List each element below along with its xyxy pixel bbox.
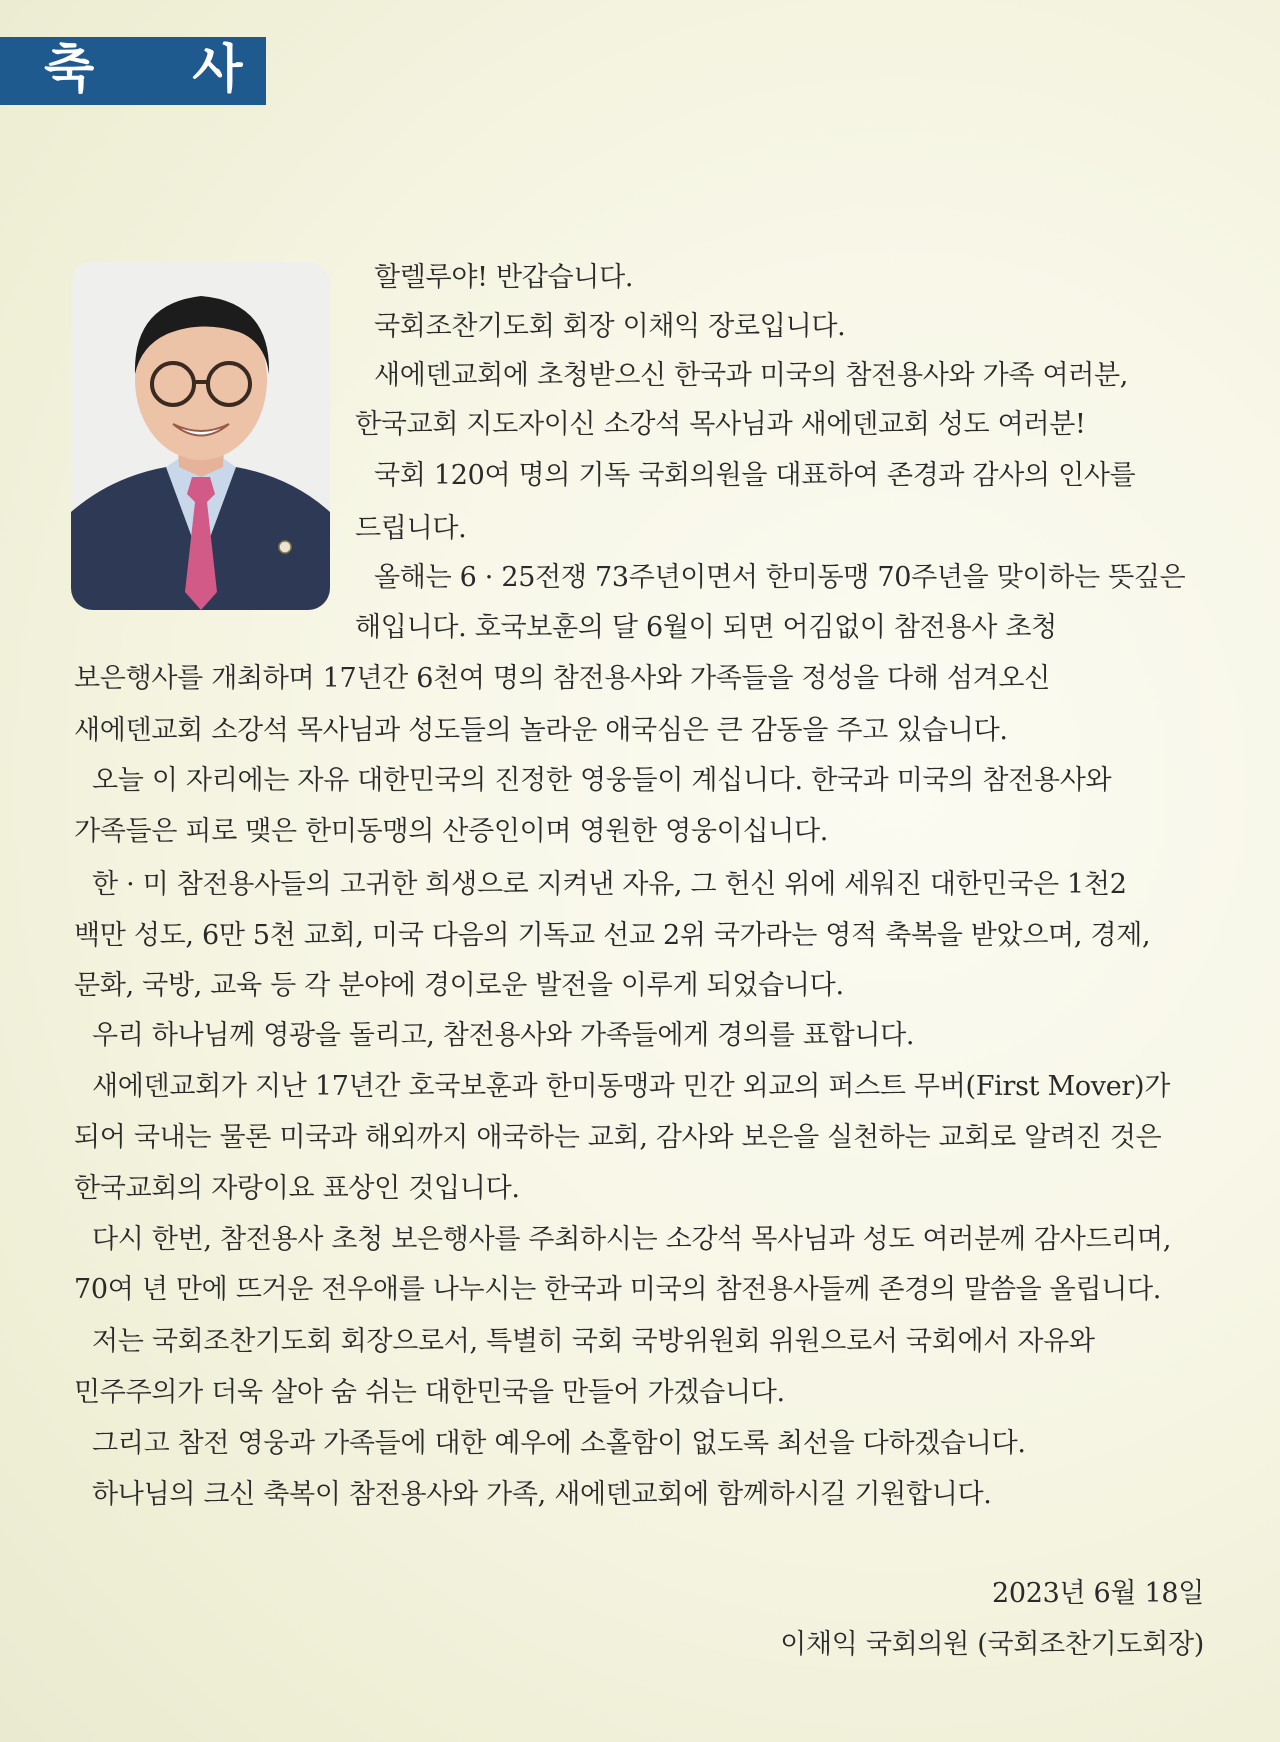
body-line-23: 민주주의가 더욱 살아 숨 쉬는 대한민국을 만들어 가겠습니다. xyxy=(74,1377,785,1408)
body-line-19: 한국교회의 자랑이요 표상인 것입니다. xyxy=(74,1173,520,1204)
body-line-12: 가족들은 피로 맺은 한미동맹의 산증인이며 영원한 영웅이십니다. xyxy=(74,816,829,847)
signature-name: 이채익 국회의원 (국회조찬기도회장) xyxy=(780,1629,1204,1660)
body-line-8: 해입니다. 호국보훈의 달 6월이 되면 어김없이 참전용사 초청 xyxy=(355,612,1057,643)
body-line-15: 문화, 국방, 교육 등 각 분야에 경이로운 발전을 이루게 되었습니다. xyxy=(74,970,844,1001)
portrait-illustration xyxy=(71,262,330,610)
body-line-18: 되어 국내는 물론 미국과 해외까지 애국하는 교회, 감사와 보은을 실천하는 교회로 알려진 것은 xyxy=(74,1122,1162,1153)
body-line-21: 70여 년 만에 뜨거운 전우애를 나누시는 한국과 미국의 참전용사들께 존경의 말씀을 올립니다. xyxy=(74,1274,1162,1305)
body-line-2: 국회조찬기도회 회장 이채익 장로입니다. xyxy=(374,311,846,342)
body-line-13: 한 · 미 참전용사들의 고귀한 희생으로 지켜낸 자유, 그 헌신 위에 세워진 대한민국은 1천2 xyxy=(92,869,1127,900)
body-line-11: 오늘 이 자리에는 자유 대한민국의 진정한 영웅들이 계십니다. 한국과 미국의 참전용사와 xyxy=(92,765,1112,796)
body-line-16: 우리 하나님께 영광을 돌리고, 참전용사와 가족들에게 경의를 표합니다. xyxy=(92,1020,915,1051)
body-line-4: 한국교회 지도자이신 소강석 목사님과 새에덴교회 성도 여러분! xyxy=(355,409,1086,440)
body-line-14: 백만 성도, 6만 5천 교회, 미국 다음의 기독교 선교 2위 국가라는 영적 축복을 받았으며, 경제, xyxy=(74,920,1151,951)
body-line-7: 올해는 6 · 25전쟁 73주년이면서 한미동맹 70주년을 맞이하는 뜻깊은 xyxy=(374,562,1186,593)
body-line-24: 그리고 참전 영웅과 가족들에 대한 예우에 소홀함이 없도록 최선을 다하겠습니다. xyxy=(92,1428,1026,1459)
body-line-25: 하나님의 크신 축복이 참전용사와 가족, 새에덴교회에 함께하시길 기원합니다. xyxy=(92,1479,992,1510)
page-title: 축 사 xyxy=(44,40,283,100)
body-line-1: 할렐루야! 반갑습니다. xyxy=(374,262,634,293)
body-line-10: 새에덴교회 소강석 목사님과 성도들의 놀라운 애국심은 큰 감동을 주고 있습니다. xyxy=(74,715,1008,746)
body-line-5: 국회 120여 명의 기독 국회의원을 대표하여 존경과 감사의 인사를 xyxy=(374,460,1136,491)
body-line-20: 다시 한번, 참전용사 초청 보은행사를 주최하시는 소강석 목사님과 성도 여러분께 감사드리며, xyxy=(92,1224,1172,1255)
body-line-6: 드립니다. xyxy=(355,513,467,544)
signature-date: 2023년 6월 18일 xyxy=(991,1578,1204,1609)
body-line-3: 새에덴교회에 초청받으신 한국과 미국의 참전용사와 가족 여러분, xyxy=(374,360,1129,391)
body-line-9: 보은행사를 개최하며 17년간 6천여 명의 참전용사와 가족들을 정성을 다해 섬겨오신 xyxy=(74,663,1050,694)
body-line-17: 새에덴교회가 지난 17년간 호국보훈과 한미동맹과 민간 외교의 퍼스트 무버(First Mover)가 xyxy=(92,1071,1171,1102)
body-line-22: 저는 국회조찬기도회 회장으로서, 특별히 국회 국방위원회 위원으로서 국회에서 자유와 xyxy=(92,1326,1095,1357)
portrait-photo xyxy=(71,262,330,610)
